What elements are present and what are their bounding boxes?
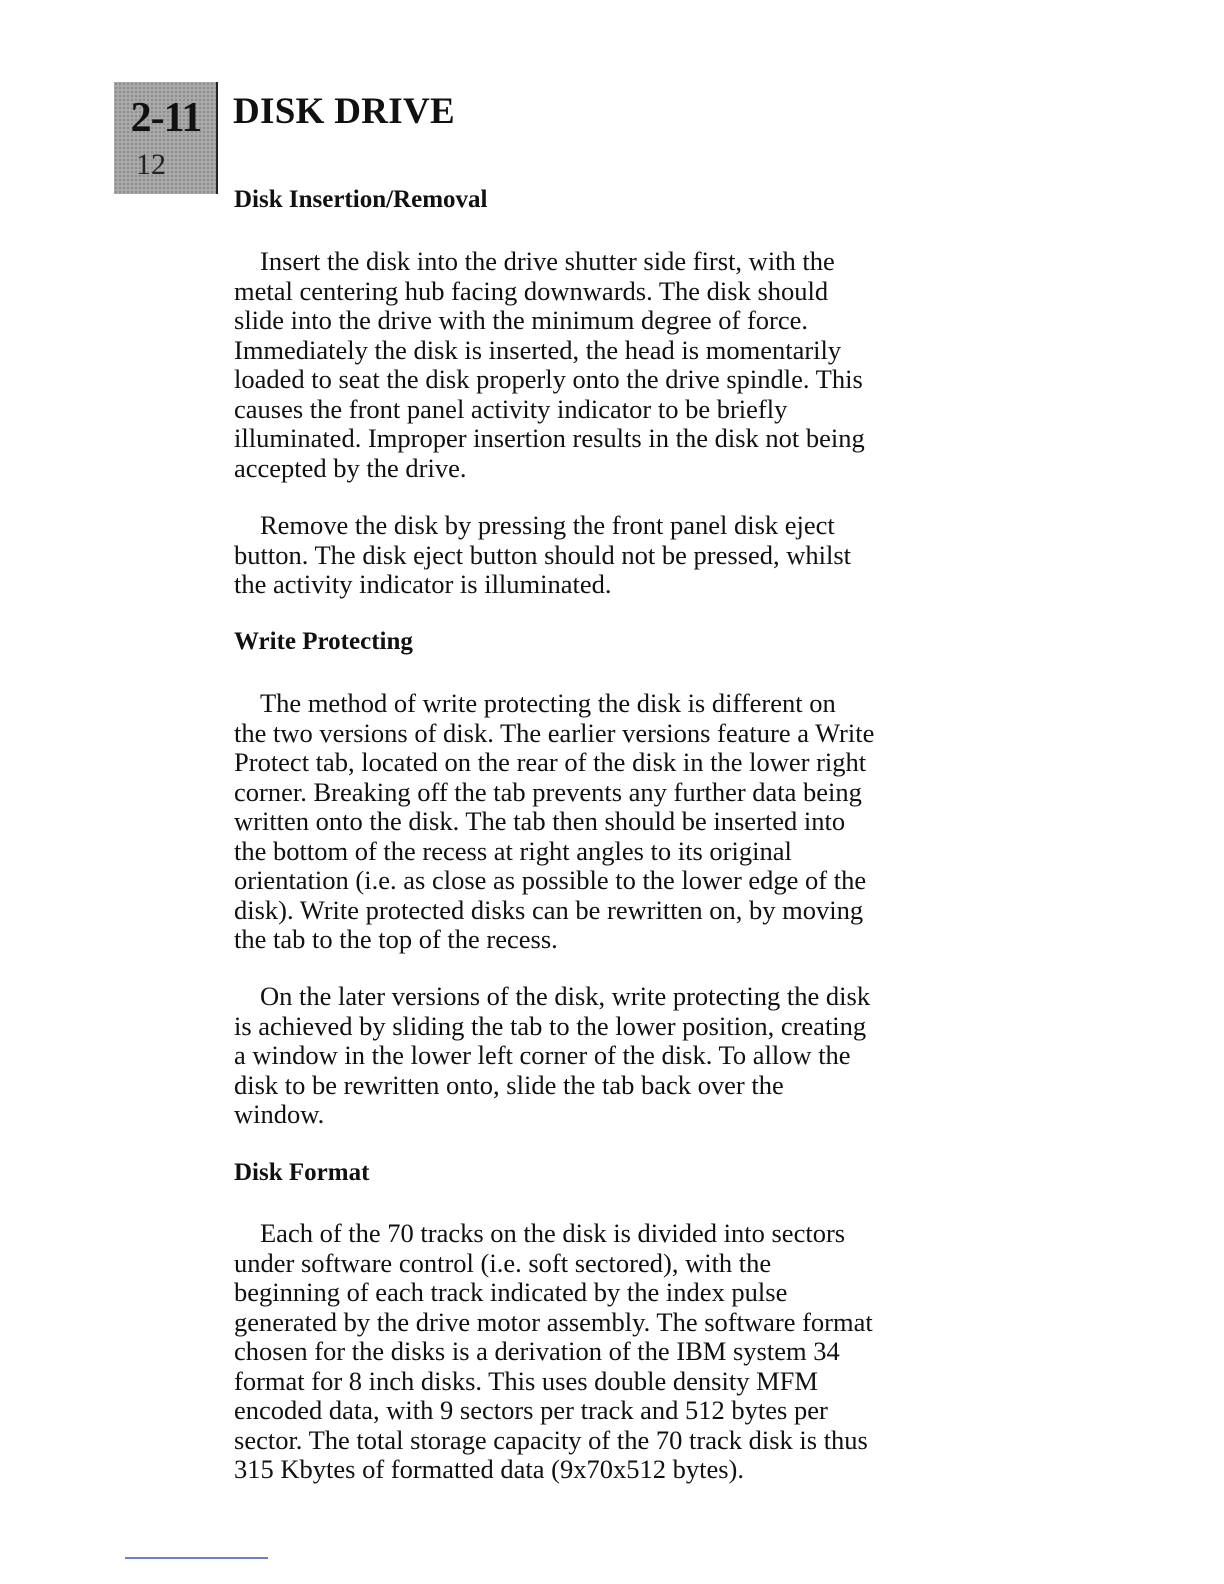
text-line: a window in the lower left corner of the disk. To allow the (234, 1040, 851, 1070)
text-line: window. (234, 1099, 325, 1129)
page-title: DISK DRIVE (233, 91, 455, 132)
text-line: format for 8 inch disks. This uses double density MFM (234, 1365, 818, 1396)
text-line: illuminated. Improper insertion results in the disk not being (234, 423, 865, 453)
paragraph-insertion (234, 247, 994, 483)
text-line: metal centering hub facing downwards. The disk should (234, 275, 829, 306)
section-tab-page: 12 (136, 148, 166, 181)
text-line: Remove the disk by pressing the front panel disk eject (260, 510, 835, 540)
text-line: loaded to seat the disk properly onto the drive spindle. This (234, 364, 863, 394)
section-heading-disk-format: Disk Format (234, 1159, 370, 1186)
paragraph-removal (234, 511, 994, 600)
text-line: slide into the drive with the minimum degree of force. (234, 305, 809, 335)
text-line: corner. Breaking off the tab prevents any further data being (234, 776, 862, 807)
footer-rule (125, 1557, 268, 1559)
section-tab-number: 2-11 (130, 95, 202, 141)
text-line: under software control (i.e. soft sectored), with the (234, 1247, 772, 1278)
text-line: disk to be rewritten onto, slide the tab back over the (234, 1069, 784, 1100)
text-line: Insert the disk into the drive shutter side first, with the (260, 246, 835, 276)
text-line: Immediately the disk is inserted, the head is momentarily (234, 334, 842, 365)
text-line: 315 Kbytes of formatted data (9x70x512 bytes). (234, 1454, 745, 1484)
paragraph-disk-format (234, 1219, 994, 1485)
text-line: Protect tab, located on the rear of the disk in the lower right (234, 747, 867, 777)
text-line: encoded data, with 9 sectors per track and 512 bytes per (234, 1395, 828, 1425)
text-line: orientation (i.e. as close as possible to the lower edge of the (234, 865, 867, 895)
text-line: chosen for the disks is a derivation of the IBM system 34 (234, 1336, 840, 1366)
text-line: accepted by the drive. (234, 452, 467, 483)
text-line: generated by the drive motor assembly. The software format (234, 1306, 873, 1337)
text-line: disk). Write protected disks can be rewritten on, by moving (234, 894, 864, 925)
text-line: causes the front panel activity indicator to be briefly (234, 393, 788, 424)
section-heading-insertion: Disk Insertion/Removal (234, 186, 488, 213)
section-heading-write-protecting: Write Protecting (234, 628, 413, 655)
text-line: written onto the disk. The tab then should be inserted into (234, 806, 846, 836)
text-line: button. The disk eject button should not be pressed, whilst (234, 539, 852, 570)
text-line: the tab to the top of the recess. (234, 924, 558, 954)
section-tab (114, 82, 218, 194)
text-line: beginning of each track indicated by the index pulse (234, 1277, 788, 1307)
text-line: Each of the 70 tracks on the disk is divided into sectors (260, 1218, 846, 1248)
paragraph-write-protect-later (234, 982, 994, 1130)
paragraph-write-protect-early (234, 689, 994, 955)
text-line: the bottom of the recess at right angles to its original (234, 835, 792, 866)
text-line: the activity indicator is illuminated. (234, 569, 612, 599)
text-line: On the later versions of the disk, write protecting the disk (260, 981, 871, 1011)
text-line: the two versions of disk. The earlier versions feature a Write (234, 717, 875, 748)
text-line: sector. The total storage capacity of the 70 track disk is thus (234, 1424, 868, 1455)
text-line: is achieved by sliding the tab to the lower position, creating (234, 1010, 867, 1041)
text-line: The method of write protecting the disk is different on (260, 688, 836, 718)
